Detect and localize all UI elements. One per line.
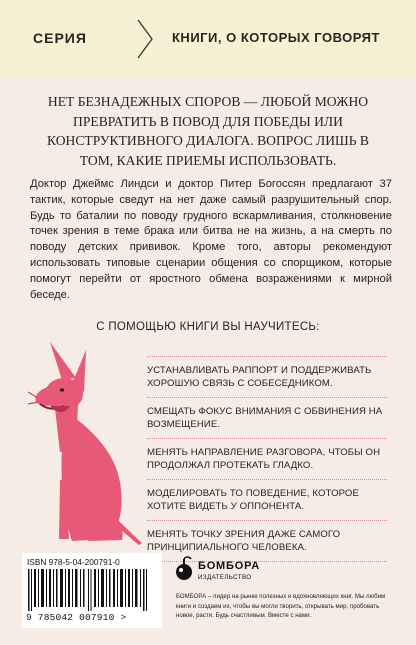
series-title: КНИГИ, О КОТОРЫХ ГОВОРЯТ: [172, 30, 380, 45]
skill-item: СМЕЩАТЬ ФОКУС ВНИМАНИЯ С ОБВИНЕНИЯ НА ВОЗМЕЩЕНИЕ.: [147, 397, 387, 438]
series-bar: [0, 0, 416, 77]
publisher-name: БОМБОРА: [198, 560, 261, 572]
skill-item: МЕНЯТЬ НАПРАВЛЕНИЕ РАЗГОВОРА, ЧТОБЫ ОН ПРОДОЛЖАЛ ПРОТЕКАТЬ ГЛАДКО.: [147, 438, 387, 479]
publisher-subtitle: ИЗДАТЕЛЬСТВО: [198, 574, 252, 581]
chevron-right-icon: [135, 18, 155, 60]
series-label: СЕРИЯ: [33, 30, 87, 46]
barcode-box: [22, 553, 162, 628]
description-text: Доктор Джеймс Линдси и доктор Питер Богоссян предлагают 37 тактик, которые сведут на нет даже самый разрушительный спор. Будь то баталии по поводу грудного вскармливания, столкновение точек зрения в теме брака или битва не на жизнь, а на смерть по поводу детских прививок. Кроме того, авторы рекомендуют использовать типовые сценарии общения со спорщиком, которые помогут перейти от яростного обмена возражениями к мирной беседе.: [30, 178, 392, 301]
learn-heading: С ПОМОЩЬЮ КНИГИ ВЫ НАУЧИТЕСЬ:: [96, 321, 320, 333]
barcode-bars: [28, 569, 156, 611]
dog-illustration: [26, 340, 146, 545]
lead-text: НЕТ БЕЗНАДЕЖНЫХ СПОРОВ — ЛЮБОЙ МОЖНО ПРЕВРАТИТЬ В ПОВОД ДЛЯ ПОБЕДЫ ИЛИ КОНСТРУКТИВНОГО ДИАЛОГА. ВОПРОС ЛИШЬ В ТОМ, КАКИЕ ПРИЕМЫ ИСПОЛЬЗОВАТЬ.: [46, 94, 370, 168]
skill-item: МОДЕЛИРОВАТЬ ТО ПОВЕДЕНИЕ, КОТОРОЕ ХОТИТЕ ВИДЕТЬ У ОППОНЕНТА.: [147, 479, 387, 520]
isbn-text: ISBN 978-5-04-200791-0: [27, 557, 120, 567]
skills-list: [147, 356, 387, 562]
barcode-number: 9 785042 007910 >: [26, 612, 127, 623]
skill-item: МЕНЯТЬ ТОЧКУ ЗРЕНИЯ ДАЖЕ САМОГО ПРИНЦИПИАЛЬНОГО ЧЕЛОВЕКА.: [147, 520, 387, 562]
bombora-logo: [174, 556, 194, 582]
skill-item: УСТАНАВЛИВАТЬ РАППОРТ И ПОДДЕРЖИВАТЬ ХОРОШУЮ СВЯЗЬ С СОБЕСЕДНИКОМ.: [147, 356, 387, 397]
publisher-description: БОМБОРА – лидер на рынке полезных и вдохновляющих книг. Мы любим книги и создаем их, чтобы вы могли творить, открывать мир, пробовать новое, расти. Будь счастливым. Вместе с нами.: [176, 593, 386, 620]
